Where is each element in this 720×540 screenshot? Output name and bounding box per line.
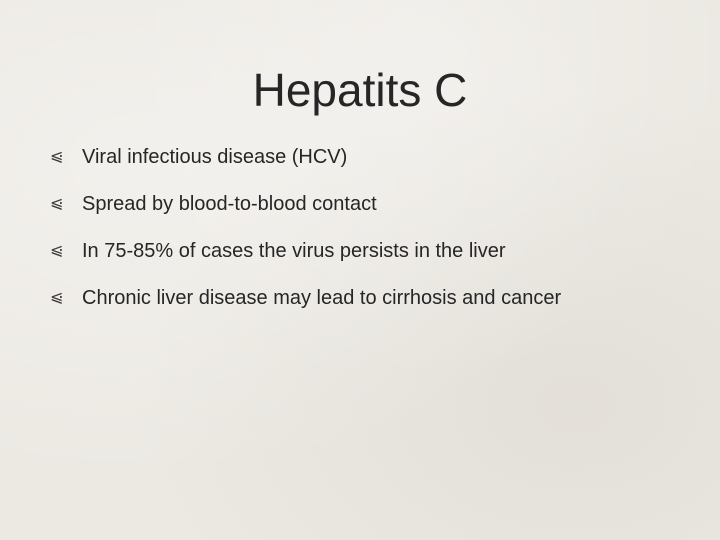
bullet-text: In 75-85% of cases the virus persists in the liver [82, 240, 506, 262]
bullet-list [50, 140, 561, 328]
bullet-item [50, 234, 561, 281]
bullet-item [50, 140, 561, 187]
arrowhead-left-icon: ⩿ [50, 148, 64, 165]
bullet-text: Spread by blood-to-blood contact [82, 193, 377, 215]
arrowhead-left-icon: ⩿ [50, 289, 64, 306]
arrowhead-left-icon: ⩿ [50, 195, 64, 212]
bullet-item [50, 281, 561, 328]
bullet-text: Chronic liver disease may lead to cirrhosis and cancer [82, 287, 562, 309]
bullet-item [50, 187, 561, 234]
bullet-text: Viral infectious disease (HCV) [82, 146, 348, 168]
arrowhead-left-icon: ⩿ [50, 242, 64, 259]
slide-title: Hepatits C [252, 64, 468, 116]
